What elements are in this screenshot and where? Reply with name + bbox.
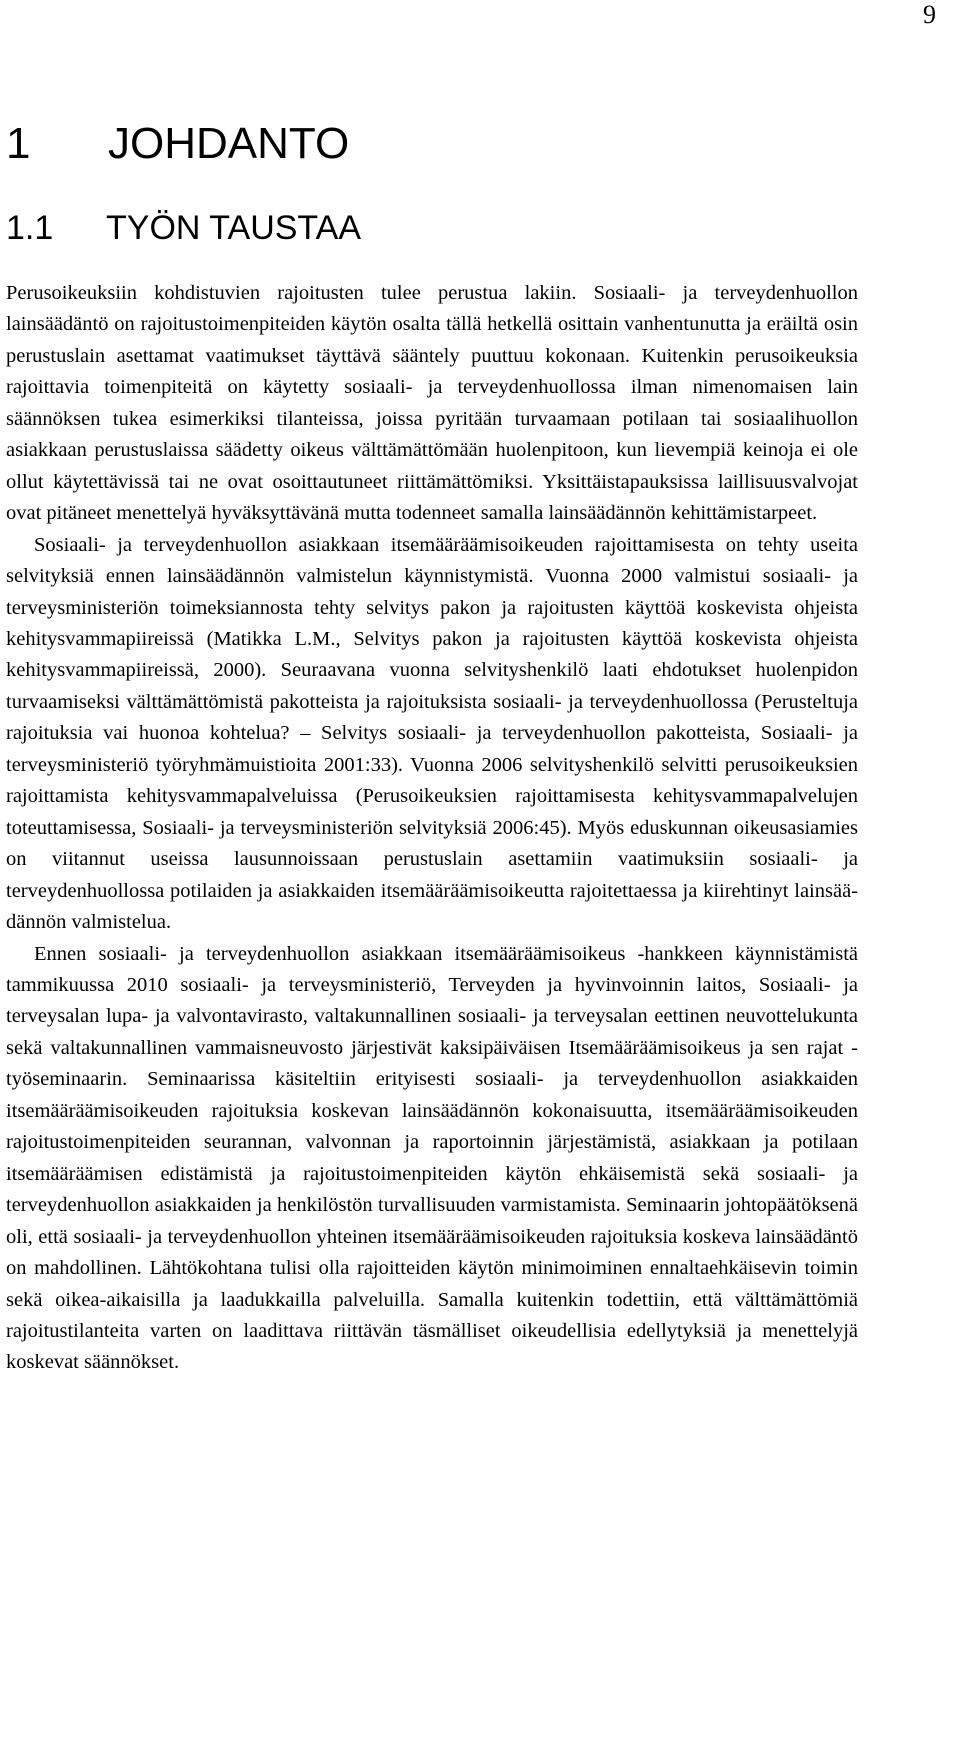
paragraph-3: Ennen sosiaali- ja terveydenhuollon asiakkaan itsemääräämisoikeus -hankkeen käynnistämistä tammikuussa 2010 sosiaali- ja terveysministeriö, Terveyden ja hyvinvoinnin laitos, Sosiaali- ja terveysalan lupa- ja valvontavirasto, valtakunnallinen sosiaali- ja terveysalan eettinen neuvottelukunta sekä valtakunnallinen vammaisneuvosto järjestivät kaksipäiväisen Itsemääräämisoikeus ja sen rajat -työseminaarin. Seminaarissa käsiteltiin erityisesti sosiaali- ja terveydenhuollon asiakkaiden itsemääräämisoikeuden rajoituksia koskevan lainsäädännön kokonaisuutta, itsemääräämisoikeuden rajoitustoimenpiteiden seurannan, valvonnan ja raportoinnin järjestämistä, asiakkaan ja potilaan itsemääräämisen edistämistä ja rajoitustoimenpiteiden käytön ehkäisemistä sekä sosiaali- ja terveydenhuollon asiakkaiden ja henkilöstön turvallisuuden varmistamista. Seminaarin johtopäätöksenä oli, että sosiaali- ja terveydenhuollon yhteinen itsemääräämisoikeuden rajoituksia koskeva lainsäädäntö on mahdollinen. Lähtökohtana tulisi olla rajoitteiden käytön minimoiminen ennaltaehkäisevin toimin sekä oikea-aikaisilla ja laadukkailla palveluilla. Samalla kuitenkin todettiin, että välttämättömiä rajoitustilanteita varten on laadittava riittävän täsmälliset oikeudellisia edellytyksiä ja menettelyjä koskevat säännökset. — [6, 942, 858, 1374]
body-text — [6, 278, 858, 1379]
section-heading — [6, 206, 361, 250]
paragraph-2: Sosiaali- ja terveydenhuollon asiakkaan itsemääräämisoikeuden rajoittamisesta on tehty useita selvityksiä ennen lainsäädännön valmistelun käynnistymistä. Vuonna 2000 valmistui sosiaali- ja terveysministeriön toimeksiannosta tehty selvitys pakon ja rajoitusten käyttöä koskevista ohjeista kehitysvammapiireissä (Matikka L.M., Selvitys pakon ja rajoitusten käyttöä koskevista ohjeista kehitysvammapiireissä, 2000). Seuraavana vuonna selvityshenkilö laati ehdotukset huolenpidon turvaamiseksi välttämättömistä pakotteista ja rajoituksista sosiaali- ja terveydenhuollossa (Perusteltuja rajoituksia vai huonoa kohtelua? – Selvitys sosiaali- ja terveydenhuollon pakotteista, Sosiaali- ja terveysministeriö työryhmämuistioita 2001:33). Vuonna 2006 selvityshenkilö selvitti perusoikeuksien rajoittamista kehitysvammapalveluissa (Perusoikeuksien rajoittamisesta kehitysvammapalvelujen toteuttamisessa, Sosiaali- ja terveysministeriön selvityksiä 2006:45). Myös eduskunnan oikeusasiamies on viitannut useissa lausunnoissaan perustuslain asettamiin vaatimuksiin sosiaali- ja terveydenhuollossa potilaiden ja asiakkaiden itsemääräämisoikeutta rajoitettaessa ja kiirehtinyt lainsäädännön valmistelua. — [6, 533, 858, 934]
page-number: 9 — [923, 0, 936, 29]
paragraph-1: Perusoikeuksiin kohdistuvien rajoitusten tulee perustua lakiin. Sosiaali- ja terveydenhuollon lainsäädäntö on rajoitustoimenpiteiden käytön osalta tällä hetkellä osittain vanhentunutta ja eräiltä osin perustuslain asettamat vaatimukset täyttävä sääntely puuttuu kokonaan. Kuitenkin perusoikeuksia rajoittavia toimenpiteitä on käytetty sosiaali- ja terveydenhuollossa ilman nimenomaisen lain säännöksen tukea esimerkiksi tilanteissa, joissa pyritään turvaamaan potilaan tai sosiaalihuollon asiakkaan perustuslaissa säädetty oikeus välttämättömään huolenpitoon, kun lievempiä keinoja ei ole ollut käytettävissä tai ne ovat osoittautuneet riittämättömiksi. Yksittäistapauksissa laillisuusvalvojat ovat pitäneet menettelyä hyväksyttävänä mutta todenneet samalla lainsäädännön kehittämistarpeet. — [6, 282, 858, 525]
chapter-heading — [6, 118, 349, 170]
chapter-title: JOHDANTO — [108, 119, 350, 168]
chapter-number: 1 — [6, 119, 31, 168]
section-title: TYÖN TAUSTAA — [106, 209, 362, 247]
section-number: 1.1 — [6, 209, 54, 247]
